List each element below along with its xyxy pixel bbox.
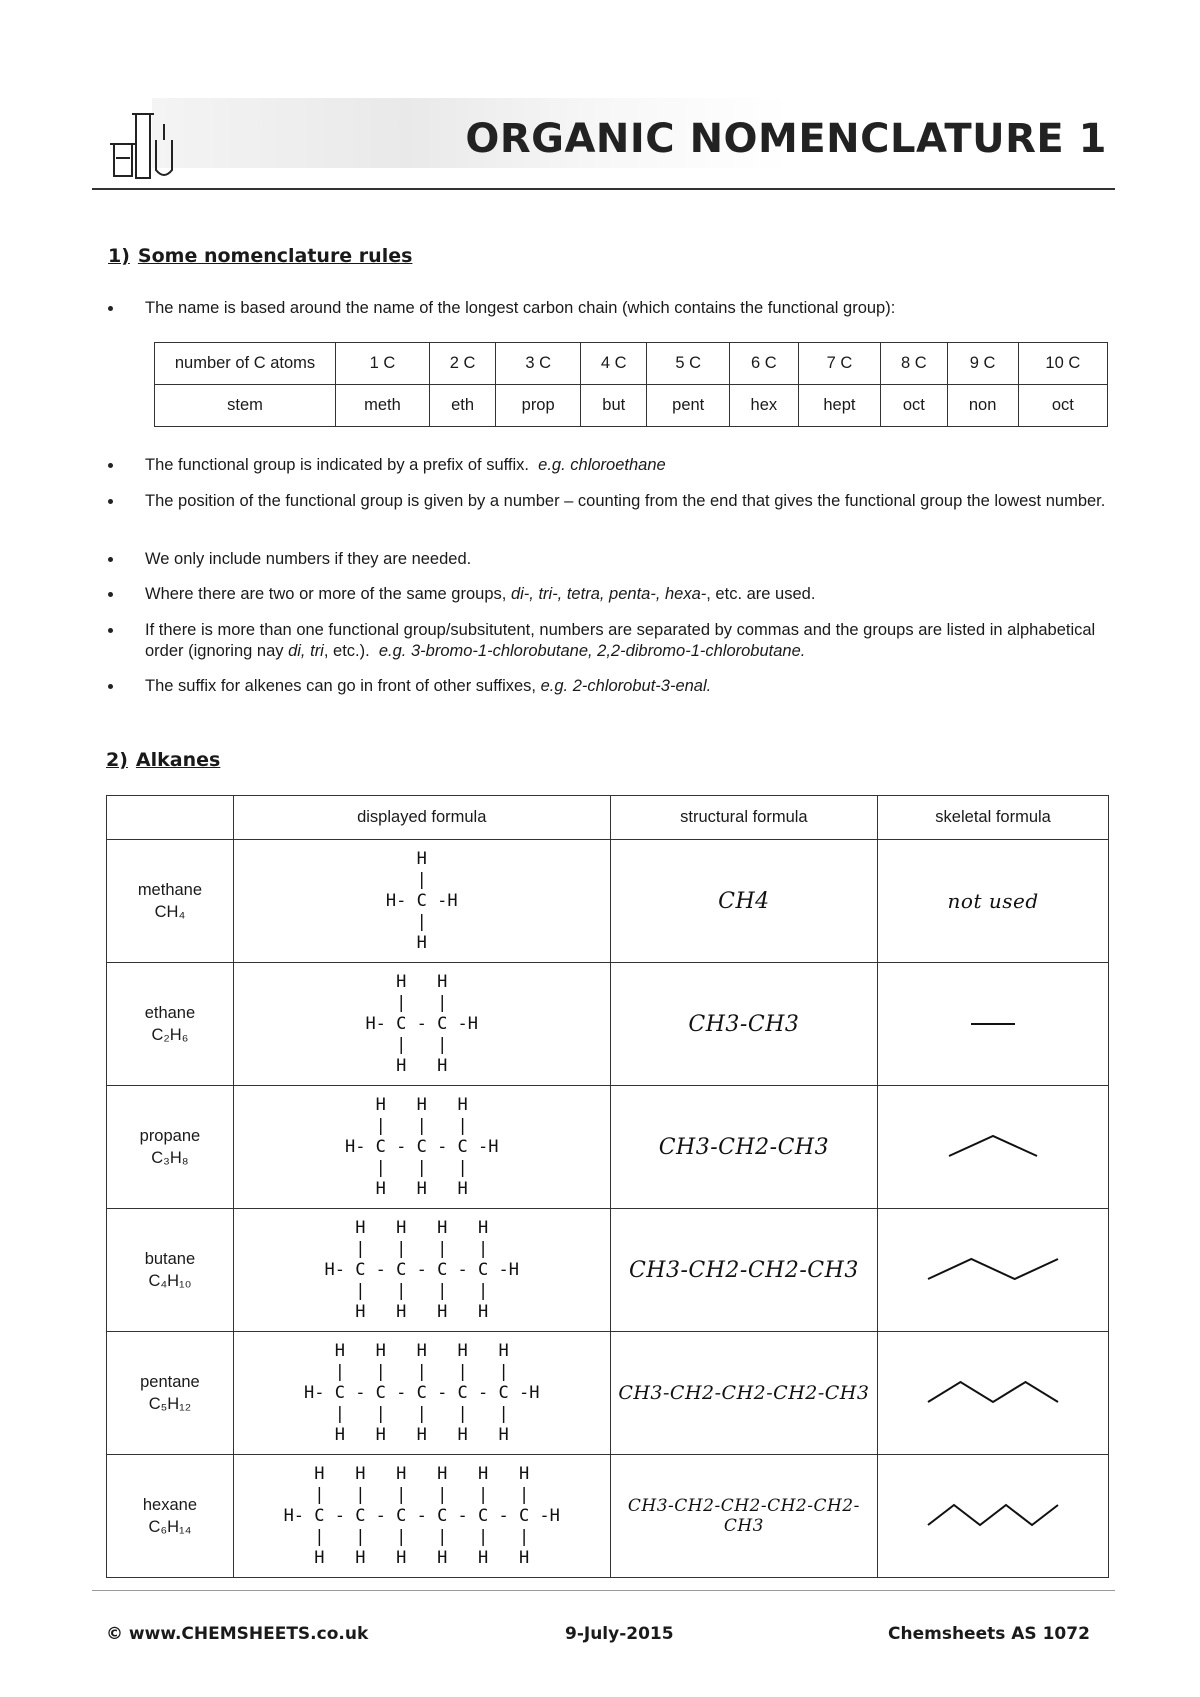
atoms-cell: 5 C <box>647 343 729 385</box>
stem-cell: eth <box>429 385 495 427</box>
compound-name-cell <box>107 1209 234 1332</box>
skeletal-formula-drawing <box>918 1491 1068 1541</box>
structural-formula: CH3-CH2-CH2-CH2-CH3 <box>618 1382 870 1404</box>
compound-name: ethane <box>144 1004 196 1022</box>
structural-formula-cell <box>610 1209 878 1332</box>
atoms-cell: 7 C <box>798 343 880 385</box>
table-row <box>107 1086 1109 1209</box>
compound-name: butane <box>144 1250 196 1268</box>
section-title: Some nomenclature rules <box>137 245 413 267</box>
skeletal-formula-cell <box>878 1332 1109 1455</box>
table-row <box>107 1209 1109 1332</box>
bullet-intro <box>108 298 1108 319</box>
section-number: 2) <box>106 749 128 771</box>
alkane-rows <box>107 840 1109 1578</box>
structural-formula: CH4 <box>718 888 770 914</box>
displayed-formula: H H H | | | H- C - C - C -H | | | H H H <box>344 1094 499 1199</box>
bullet-groups: di-, tri-, tetra, penta-, hexa- <box>510 585 707 603</box>
structural-formula: CH3-CH3 <box>688 1011 800 1037</box>
compound-name: hexane <box>142 1496 197 1514</box>
stem-cell: pent <box>647 385 729 427</box>
compound-name-cell <box>107 963 234 1086</box>
bullet-example: e.g. chloroethane <box>538 456 666 474</box>
skeletal-formula-cell <box>878 840 1109 963</box>
lab-glassware-icon <box>106 100 186 184</box>
carbon-stem-table <box>154 342 1108 427</box>
section-1-heading <box>108 245 412 267</box>
bullet-text: The functional group is indicated by a prefix of suffix. <box>145 456 529 474</box>
displayed-formula-cell <box>233 1455 610 1578</box>
bullet-dot <box>108 592 113 597</box>
table-row <box>107 1332 1109 1455</box>
stem-cell: but <box>581 385 647 427</box>
table-row <box>107 840 1109 963</box>
bullet-dot <box>108 306 113 311</box>
molecular-formula: C₄H₁₀ <box>148 1272 192 1290</box>
skeletal-formula-cell <box>878 963 1109 1086</box>
column-header: structural formula <box>610 796 878 840</box>
displayed-formula-cell <box>233 1332 610 1455</box>
bullet-item <box>108 584 1108 605</box>
column-header <box>107 796 234 840</box>
displayed-formula: H H H H | | | | H- C - C - C - C -H | | | | H H H H <box>324 1217 519 1322</box>
alkanes-table <box>106 795 1109 1578</box>
table-row <box>107 963 1109 1086</box>
bullet-ignore: di, tri <box>288 642 324 660</box>
displayed-formula-cell <box>233 963 610 1086</box>
footer-reference: Chemsheets AS 1072 <box>888 1624 1090 1644</box>
bullet-text: Where there are two or more of the same groups, <box>145 585 507 603</box>
column-header: skeletal formula <box>878 796 1109 840</box>
skeletal-note: not used <box>947 889 1039 913</box>
carbon-chain-line <box>928 1382 1058 1402</box>
compound-name: methane <box>137 881 203 899</box>
bullet-text: If there is more than one functional group/subsitutent, numbers are separated by commas and the groups are listed in alphabetical order (ignoring nay <box>145 621 1096 660</box>
molecular-formula: C₅H₁₂ <box>148 1395 192 1413</box>
skeletal-formula-cell <box>878 1086 1109 1209</box>
stem-cell: hex <box>729 385 798 427</box>
compound-name-cell <box>107 1455 234 1578</box>
displayed-formula: H H H H H | | | | | H- C - C - C - C - C -H | | | | | H H H H H <box>304 1340 540 1445</box>
bullet-text: , etc.). <box>323 642 370 660</box>
section-title: Alkanes <box>135 749 221 771</box>
compound-name: propane <box>139 1127 201 1145</box>
footer-divider <box>92 1590 1115 1591</box>
atoms-cell: 6 C <box>729 343 798 385</box>
row-label: stem <box>155 385 336 427</box>
structural-formula-cell <box>610 1086 878 1209</box>
bullet-item <box>108 620 1108 662</box>
displayed-formula: H | H- C -H | H <box>385 848 458 953</box>
section-2-heading <box>106 749 220 771</box>
molecular-formula: CH₄ <box>154 903 186 921</box>
structural-formula: CH3-CH2-CH3 <box>658 1134 830 1160</box>
skeletal-formula-drawing <box>918 1368 1068 1418</box>
skeletal-formula-cell <box>878 1455 1109 1578</box>
skeletal-formula-drawing <box>918 1122 1068 1172</box>
footer-website: © www.CHEMSHEETS.co.uk <box>106 1624 369 1644</box>
bullet-text: We only include numbers if they are needed. <box>145 550 472 568</box>
skeletal-formula-cell <box>878 1209 1109 1332</box>
compound-name-cell <box>107 1332 234 1455</box>
structural-formula-cell <box>610 1332 878 1455</box>
bullet-text: , etc. are used. <box>706 585 816 603</box>
structural-formula-cell <box>610 1455 878 1578</box>
atoms-cell: 10 C <box>1018 343 1107 385</box>
carbon-chain-line <box>928 1259 1058 1279</box>
displayed-formula-cell <box>233 1086 610 1209</box>
atoms-row <box>155 343 1108 385</box>
stem-cell: meth <box>336 385 430 427</box>
bullet-dot <box>108 463 113 468</box>
bullet-dot <box>108 628 113 633</box>
stem-cell: oct <box>881 385 947 427</box>
displayed-formula: H H H H H H | | | | | | H- C - C - C - C - C - C -H | | | | | | H H H H H H <box>283 1463 560 1568</box>
molecular-formula: C₂H₆ <box>151 1026 189 1044</box>
stem-cell: non <box>947 385 1018 427</box>
table-header-row <box>107 796 1109 840</box>
bullet-item <box>108 491 1108 512</box>
bullet-dot <box>108 557 113 562</box>
compound-name: pentane <box>140 1373 200 1391</box>
atoms-cell: 4 C <box>581 343 647 385</box>
molecular-formula: C₆H₁₄ <box>148 1518 192 1536</box>
bullet-item <box>108 549 1108 570</box>
bullet-item <box>108 455 1108 476</box>
displayed-formula-cell <box>233 840 610 963</box>
bullet-example: e.g. 3-bromo-1-chlorobutane, 2,2-dibromo-1-chlorobutane. <box>378 642 806 660</box>
stem-cell: oct <box>1018 385 1107 427</box>
carbon-chain-line <box>928 1505 1058 1525</box>
page-title: ORGANIC NOMENCLATURE 1 <box>465 116 1107 162</box>
footer-date: 9-July-2015 <box>565 1624 674 1644</box>
bullet-example: e.g. 2-chlorobut-3-enal. <box>540 677 712 695</box>
structural-formula-cell <box>610 963 878 1086</box>
atoms-cell: 1 C <box>336 343 430 385</box>
bullet-item <box>108 676 1108 697</box>
stem-cell: prop <box>496 385 581 427</box>
atoms-cell: 3 C <box>496 343 581 385</box>
table-row <box>107 1455 1109 1578</box>
carbon-chain-line <box>949 1136 1037 1156</box>
molecular-formula: C₃H₈ <box>151 1149 189 1167</box>
row-label: number of C atoms <box>155 343 336 385</box>
structural-formula-cell <box>610 840 878 963</box>
bullet-dot <box>108 684 113 689</box>
skeletal-formula-drawing <box>918 1245 1068 1295</box>
atoms-cell: 8 C <box>881 343 947 385</box>
page-header <box>92 88 1115 190</box>
displayed-formula: H H | | H- C - C -H | | H H <box>365 971 479 1076</box>
column-header: displayed formula <box>233 796 610 840</box>
stem-cell: hept <box>798 385 880 427</box>
compound-name-cell <box>107 840 234 963</box>
bullet-text: The suffix for alkenes can go in front of other suffixes, <box>145 677 537 695</box>
structural-formula: CH3-CH2-CH2-CH2-CH2-CH3 <box>627 1496 860 1536</box>
displayed-formula-cell <box>233 1209 610 1332</box>
skeletal-formula-drawing <box>918 999 1068 1049</box>
atoms-cell: 9 C <box>947 343 1018 385</box>
atoms-cell: 2 C <box>429 343 495 385</box>
section-number: 1) <box>108 245 130 267</box>
compound-name-cell <box>107 1086 234 1209</box>
bullet-dot <box>108 499 113 504</box>
stem-row <box>155 385 1108 427</box>
structural-formula: CH3-CH2-CH2-CH3 <box>628 1257 859 1283</box>
bullet-text: The name is based around the name of the longest carbon chain (which contains the functional group): <box>145 299 896 317</box>
bullet-text: The position of the functional group is given by a number – counting from the end that gives the functional group the lowest number. <box>145 492 1106 510</box>
